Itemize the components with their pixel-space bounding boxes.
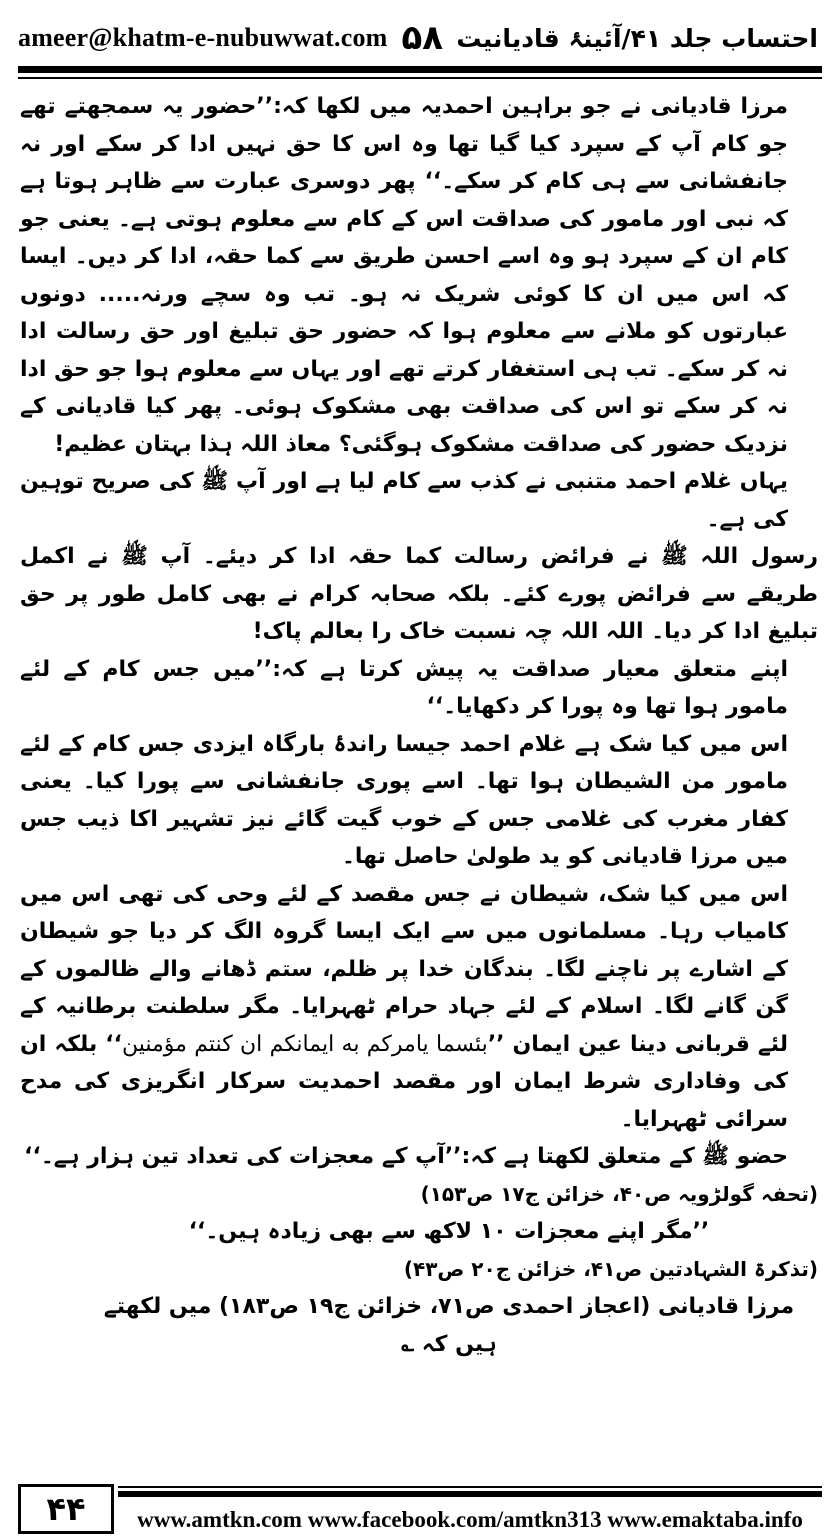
quote-line: ’’مگر اپنے معجزات ۱۰ لاکھ سے بھی زیادہ ہیں۔‘‘: [188, 1219, 710, 1244]
header-email: ameer@khatm-e-nubuwwat.com: [18, 23, 388, 52]
header-page-number: ۵۸: [401, 18, 444, 58]
reference: (تحفہ گولڑویہ ص۴۰، خزائن ج۱۷ ص۱۵۳): [420, 1181, 818, 1206]
paragraph: اپنے متعلق معیار صداقت یہ پیش کرتا ہے کہ:’’میں جس کام کے لئے مامور ہوا تھا وہ پورا کر دکھایا۔‘‘: [20, 656, 788, 719]
quote-line: حضو ﷺ کے متعلق لکھتا ہے کہ:’’آپ کے معجزات کی تعداد تین ہزار ہے۔‘‘: [24, 1144, 788, 1169]
paragraph-text: اس میں کیا شک، شیطان نے جس مقصد کے لئے وحی کی تھی اس میں کامیاب رہا۔ مسلمانوں میں سے ایک ایسا گروہ الگ کر دیا جو شیطان کے اشارے پر ناچنے لگا۔ بندگان خدا پر ظلم، ستم ڈھانے والے ظالموں کے گن گانے لگا۔ اسلام کے لئے جہاد حرام ٹھہرایا۔ مگر سلطنت برطانیہ کے لئے قربانی دینا عین ایمان ’’: [20, 881, 789, 1057]
header-rule-thick: [18, 66, 822, 73]
arabic-quote: بئسما یامرکم به ایمانکم ان کنتم مؤمنین: [121, 1031, 488, 1057]
header-left: [18, 18, 444, 58]
footer-rule-thin: [118, 1486, 822, 1488]
paragraph: یہاں غلام احمد متنبی نے کذب سے کام لیا ہے اور آپ ﷺ کی صریح توہین کی ہے۔: [20, 469, 788, 532]
paragraph: مرزا قادیانی نے جو براہین احمدیہ میں لکھا کہ:’’حضور یہ سمجھتے تھے جو کام آپ کے سپرد کیا گیا تھا وہ اس کا حق نہیں ادا کر سکے اور نہ جانفشانی سے ہی کام کر سکے۔‘‘ پھر دوسری عبارت سے ظاہر ہوتا ہے کہ نبی اور مامور کی صداقت اس کے کام سے معلوم ہوتی ہے۔ یعنی جو کام ان کے سپرد ہو وہ اسے احسن طریق سے کما حقہ، ادا کر دیں۔ ایسا کہ اس میں ان کا کوئی شریک نہ ہو۔ تب وہ سچے ورنہ..... دونوں عبارتوں کو ملانے سے معلوم ہوا کہ حضور حق تبلیغ اور حق رسالت ادا نہ کر سکے۔ تب ہی استغفار کرتے تھے اور یہاں سے معلوم ہوا جو حق ادا نہ کر سکے تو اس کی صداقت بھی مشکوک ہوئی۔ پھر کیا قادیانی کے نزدیک حضور کی صداقت مشکوک ہوگئی؟ معاذ اللہ ہذا بہتان عظیم!: [20, 94, 788, 457]
paragraph-with-quote: [20, 876, 818, 1139]
paragraph: اس میں کیا شک ہے غلام احمد جیسا راندۂ بارگاہ ایزدی جس کام کے لئے مامور من الشیطان ہوا تھا۔ اسے پوری جانفشانی سے پورا کیا۔ یعنی کفار مغرب کی غلامی جس کے خوب گیت گائے نیز تشہیر اکا ذیب جس میں مرزا قادیانی کو ید طولیٰ حاصل تھا۔: [20, 731, 788, 869]
page-body: [20, 88, 818, 1363]
footer-links: www.amtkn.com www.facebook.com/amtkn313 www.emaktaba.info: [137, 1507, 803, 1532]
header-book-title: احتساب جلد ۴۱/آئینۂ قادیانیت: [456, 23, 818, 53]
closing-line: مرزا قادیانی (اعجاز احمدی ص۷۱، خزائن ج۱۹ ص۱۸۳) میں لکھتے ہیں کہ ؎: [103, 1294, 795, 1357]
paragraph-text-continued: ‘‘ بلکہ ان کی وفاداری شرط ایمان اور مقصد احمدیت سرکار انگریزی کی مدح سرائی ٹھہرایا۔: [20, 1031, 788, 1132]
page-header: [18, 14, 818, 62]
footer-page-number: ۴۴: [18, 1484, 114, 1534]
header-rule-thin: [18, 77, 822, 79]
reference: (تذکرۃ الشہادتین ص۴۱، خزائن ج۲۰ ص۴۳): [403, 1256, 818, 1281]
paragraph: رسول اللہ ﷺ نے فرائض رسالت کما حقہ ادا کر دیئے۔ آپ ﷺ نے اکمل طریقے سے فرائض پورے کئے۔ بلکہ صحابہ کرام نے بھی کامل طور پر حق تبلیغ ادا کر دیا۔ اللہ اللہ چہ نسبت خاک را بعالم پاک!: [20, 544, 818, 644]
footer-rule-thick: [118, 1491, 822, 1497]
